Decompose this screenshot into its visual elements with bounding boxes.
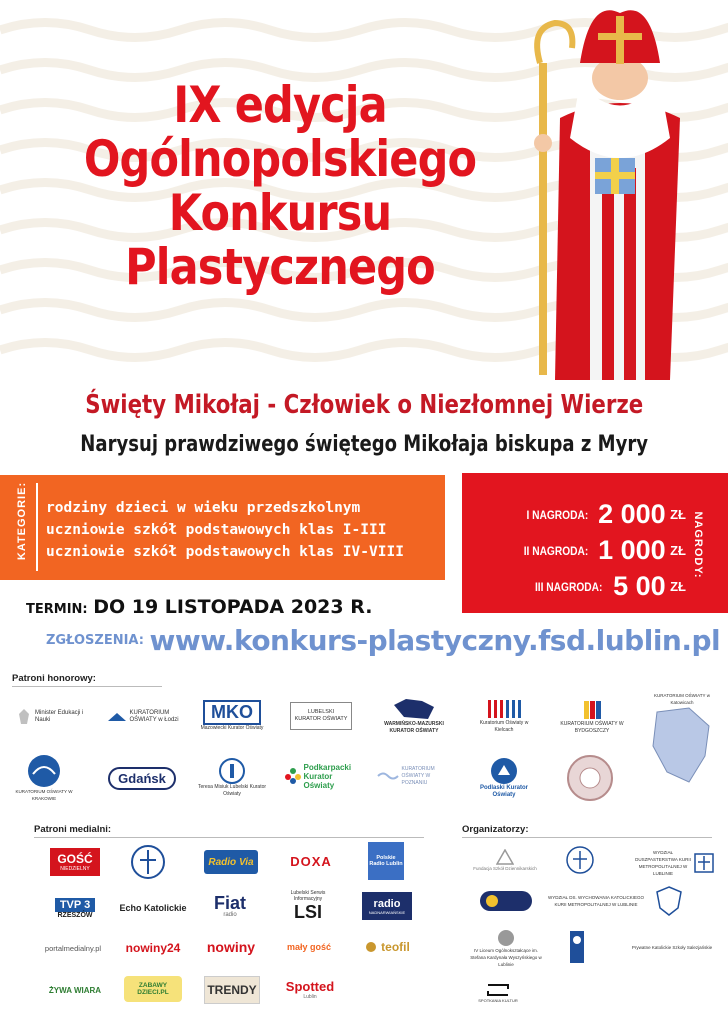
organizer-vertical-logo: [566, 928, 588, 966]
book-icon: [484, 698, 524, 720]
submissions: [46, 624, 720, 657]
tvp3-rzeszow-logo: TVP 3 RZESZÓW: [50, 890, 100, 926]
emblem-icon: [490, 757, 518, 785]
trendy-logo: TRENDY: [204, 976, 260, 1004]
submissions-url-link[interactable]: www.konkurs-plastyczny.fsd.lublin.pl: [149, 624, 721, 657]
divider: [462, 837, 712, 838]
organizer-duszpasterstwo-logo: WYDZIAŁ DUSZPASTERSTWA KURII METROPOLITALNEJ W LUBLINIE: [626, 848, 722, 878]
contest-tagline: Narysuj prawdziwego świętego Mikołaja biskupa z Myry: [80, 432, 648, 457]
category-item: uczniowie szkół podstawowych klas IV-VIII: [46, 544, 404, 560]
gdansk-logo: Gdańsk: [104, 758, 180, 798]
shield-icon: [656, 886, 682, 916]
flower-icon: [285, 768, 301, 784]
organizer-salesian-logo: Prywatne Katolickie Szkoły Salezjańskie: [631, 944, 713, 950]
polskie-radio-lublin-logo: Polskie Radio Lublin: [368, 842, 404, 880]
warminsko-mazurski-logo: WARMIŃSKO-MAZURSKI KURATOR OŚWIATY: [378, 692, 450, 740]
emblem-icon: [693, 852, 715, 874]
book-icon: [107, 709, 127, 725]
kuratorium-kielce-logo: Kuratorium Oświaty w Kielcach: [474, 692, 534, 740]
lsi-logo: Lubelski Serwis Informacyjny LSI: [290, 890, 326, 922]
minister-logo: Minister Edukacji i Nauki: [14, 700, 94, 734]
title-line-3: Konkursu: [168, 184, 392, 242]
map-icon: [392, 697, 436, 721]
podkarpacki-logo: Podkarpacki Kurator Oświaty: [282, 754, 354, 798]
organizer-wychowanie-logo: WYDZIAŁ DS. WYCHOWANIA KATOLICKIEGO KURII METROPOLITALNEJ W LUBLINIE: [548, 895, 644, 907]
emblem-icon: [486, 983, 510, 997]
saint-nicholas-illustration: [520, 8, 720, 380]
contest-title: [40, 78, 520, 294]
kuratorium-katowice-logo: KURATORIUM OŚWIATY w Katowicach: [644, 692, 720, 788]
emblem-icon: [130, 844, 166, 880]
zywa-wiara-logo: ŻYWA WIARA: [48, 985, 102, 995]
submissions-label: ZGŁOSZENIA:: [46, 633, 144, 648]
contest-subtitle: Święty Mikołaj - Człowiek o Niezłomnej Wierze: [85, 390, 643, 420]
nowiny-logo: nowiny: [206, 939, 256, 955]
emblem-icon: [496, 849, 514, 865]
mko-logo: MKO Mazowiecki Kurator Oświaty: [200, 702, 264, 731]
divider: [34, 837, 424, 838]
emblem-icon: [566, 754, 614, 802]
portal-medialny-logo: portalmedialny.pl: [44, 943, 102, 953]
radio-nadnarwianskie-logo: radio NADNARWIAŃSKIE: [362, 892, 412, 920]
kuratorium-lodz-logo: KURATORIUM OŚWIATY w Łodzi: [104, 700, 184, 734]
spotted-lublin-logo: Spotted Lublin: [285, 979, 335, 1000]
organizer-fsd-logo: Fundacja Szkół Dziennikarskich: [468, 842, 542, 878]
emblem-icon: [565, 845, 595, 875]
deadline: [26, 596, 372, 618]
podlaski-kurator-logo: Podlaski Kurator Oświaty: [476, 750, 532, 806]
deadline-label: TERMIN:: [26, 602, 88, 617]
divider: [12, 686, 162, 687]
categories-divider: [36, 483, 38, 571]
portrait-icon: [497, 929, 515, 947]
prize-1: I NAGRODA: 2 000 ZŁ: [526, 499, 686, 529]
radio-emblem-logo: [126, 842, 170, 882]
prizes-label: NAGRODY:: [692, 511, 704, 579]
fiat-radio-logo: Fiat radio: [213, 893, 246, 918]
title-line-1: IX edycja: [173, 76, 387, 134]
maly-gosc-logo: mały gość: [286, 942, 332, 952]
prizes-panel: [462, 473, 728, 613]
kuratorium-krakow-logo: KURATORIUM OŚWIATY W KRAKOWIE: [14, 752, 74, 804]
emblem-icon: [478, 887, 534, 915]
category-item: rodziny dzieci w wieku przedszkolnym: [46, 500, 361, 516]
categories-list: [46, 497, 404, 563]
teresa-misiuk-logo: Teresa Misiuk Lubelski Kurator Oświaty: [196, 750, 268, 806]
doxa-logo: DOXA: [290, 853, 332, 869]
radio-via-logo: Radio Via: [204, 850, 258, 874]
flower-icon: [364, 940, 378, 954]
eagle-icon: [17, 708, 31, 726]
zabawy-dzieci-logo: ZABAWY DZIECI.PL: [124, 976, 182, 1002]
lubelski-kurator-logo: LUBELSKI KURATOR OŚWIATY: [290, 692, 352, 740]
teofil-logo: teofil: [358, 934, 416, 960]
title-line-2: Ogólnopolskiego: [83, 130, 477, 188]
kuratorium-poznan-logo: KURATORIUM OŚWIATY W POZNANIU: [374, 760, 454, 792]
organizer-blue-badge-logo: [474, 886, 538, 916]
honorary-patrons-heading: Patroni honorowy:: [12, 673, 96, 684]
kuratorium-opole-logo: [562, 750, 618, 806]
categories-panel: [0, 475, 445, 580]
organizer-emblem-logo: [562, 842, 598, 878]
nowiny24-logo: nowiny24: [125, 941, 181, 955]
echo-katolickie-logo: Echo Katolickie: [119, 903, 187, 913]
media-patrons-heading: Patroni medialni:: [34, 824, 112, 835]
wave-icon: [377, 770, 399, 782]
organizer-iv-lo-logo: IV Liceum Ogólnokształcące im. Stefana Kardynała Wyszyńskiego w Lublinie: [466, 928, 546, 968]
categories-label: KATEGORIE:: [16, 481, 28, 561]
category-item: uczniowie szkół podstawowych klas I-III: [46, 522, 387, 538]
prize-3: III NAGRODA: 5 00 ZŁ: [535, 571, 686, 601]
emblem-icon: [219, 758, 245, 784]
emblem-icon: [27, 754, 61, 788]
organizers-heading: Organizatorzy:: [462, 824, 529, 835]
title-line-4: Plastycznego: [125, 238, 435, 296]
gosc-niedzielny-logo: GOŚĆ NIEDZIELNY: [50, 848, 100, 876]
organizer-spotkania-kultur-logo: SPOTKANIA KULTUR: [472, 978, 524, 1008]
kuratorium-bydgoszcz-logo: KURATORIUM OŚWIATY W BYDGOSZCZY: [560, 692, 624, 742]
deadline-value: DO 19 LISTOPADA 2023 R.: [93, 596, 373, 618]
pencil-icon: [581, 699, 603, 721]
map-icon: [649, 706, 715, 786]
organizer-shield-logo: [654, 884, 684, 918]
emblem-icon: [569, 930, 585, 964]
prize-2: II NAGRODA: 1 000 ZŁ: [523, 535, 686, 565]
